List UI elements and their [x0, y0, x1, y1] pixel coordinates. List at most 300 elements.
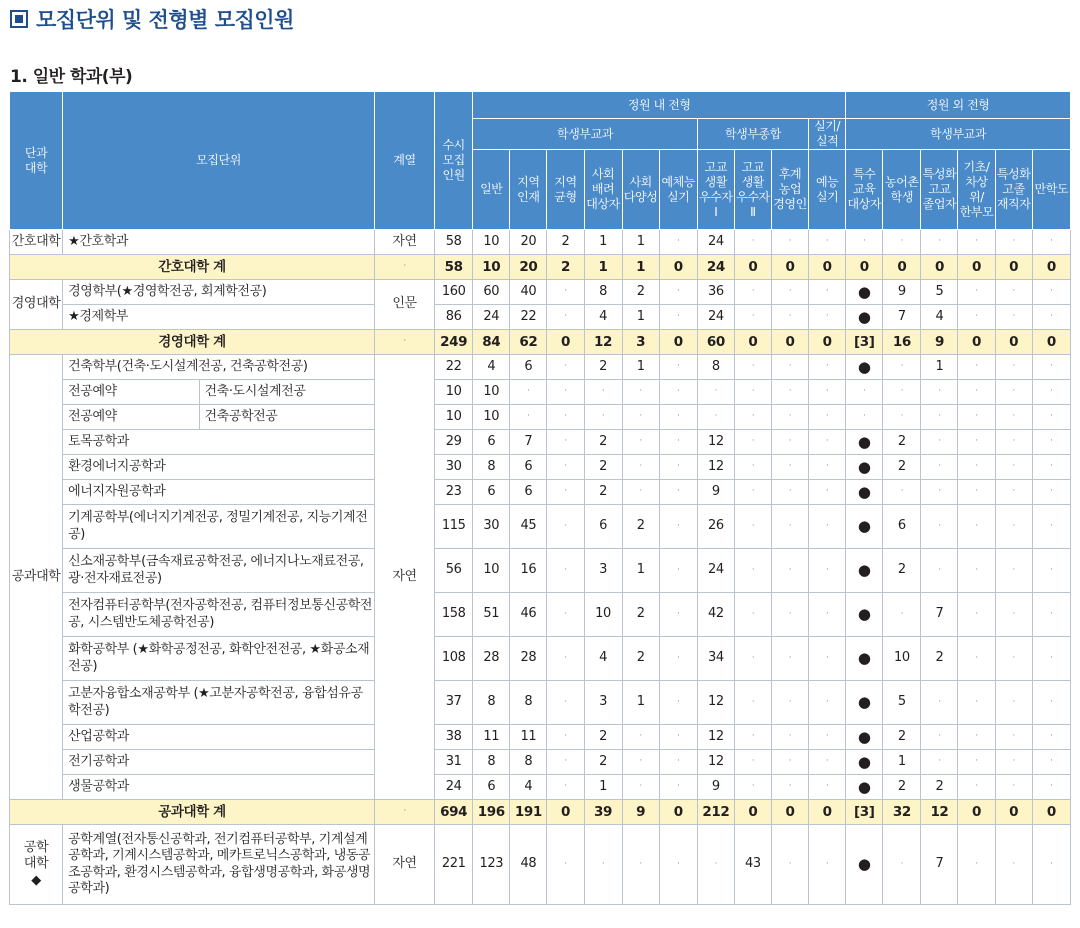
cell-value: · [771, 825, 808, 905]
cell-value: · [883, 825, 921, 905]
cell-value: 4 [921, 305, 958, 330]
cell-value: 6 [510, 355, 547, 380]
cell-value: · [809, 430, 846, 455]
cell-value: · [809, 775, 846, 800]
table-row [10, 280, 1071, 305]
cell-value: 1 [883, 750, 921, 775]
cell-value: · [771, 725, 808, 750]
subtotal-label: 공과대학 계 [10, 800, 375, 825]
cell-total: 221 [435, 825, 473, 905]
col-header-field: 계열 [374, 92, 434, 230]
cell-value: 9 [883, 280, 921, 305]
cell-value: 45 [510, 505, 547, 549]
col-header-total: 수시 모집 인원 [435, 92, 473, 230]
cell-value: · [995, 405, 1032, 430]
cell-value: · [734, 637, 771, 681]
cell-value: 84 [473, 330, 510, 355]
cell-value: · [734, 230, 771, 255]
subtotal-label: 간호대학 계 [10, 255, 375, 280]
cell-value: 6 [510, 455, 547, 480]
cell-value: 0 [809, 330, 846, 355]
cell-value: · [771, 230, 808, 255]
table-row [10, 593, 1071, 637]
cell-value: 9 [622, 800, 659, 825]
cell-total: 31 [435, 750, 473, 775]
col-header-track-4: 사회 배려 대상자 [584, 150, 622, 230]
cell-value: · [547, 681, 584, 725]
admission-quota-table [9, 91, 1071, 905]
cell-value: 4 [584, 637, 622, 681]
group-header-skill: 실기/ 실적 [809, 119, 846, 150]
cell-value: · [958, 725, 995, 750]
cell-value: · [809, 480, 846, 505]
cell-value: 5 [883, 681, 921, 725]
cell-value: 11 [473, 725, 510, 750]
cell-value: · [809, 280, 846, 305]
cell-value: · [547, 455, 584, 480]
cell-value: · [1032, 405, 1070, 430]
page-title: 모집단위 및 전형별 모집인원 [36, 8, 294, 32]
cell-value: 0 [734, 800, 771, 825]
col-header-track-16: 만학도 [1032, 150, 1070, 230]
cell-value: · [1032, 681, 1070, 725]
cell-value: 4 [510, 775, 547, 800]
cell-value: · [809, 681, 846, 725]
cell-value: · [846, 405, 883, 430]
cell-value: ● [846, 505, 883, 549]
cell-value: · [1032, 280, 1070, 305]
cell-value: · [547, 355, 584, 380]
cell-value: · [1032, 480, 1070, 505]
table-row [10, 230, 1071, 255]
cell-value: · [547, 305, 584, 330]
col-header-track-13: 특성화 고교 졸업자 [921, 150, 958, 230]
col-header-track-11: 특수 교육 대상자 [846, 150, 883, 230]
cell-value: · [547, 775, 584, 800]
cell-value: 2 [547, 255, 584, 280]
col-header-college: 단과 대학 [10, 92, 63, 230]
cell-value: · [547, 825, 584, 905]
subtotal-field: · [374, 255, 434, 280]
cell-value: · [659, 230, 697, 255]
cell-value: · [547, 430, 584, 455]
cell-value: 2 [622, 637, 659, 681]
unit-cell: ★간호학과 [63, 230, 375, 255]
cell-value: · [995, 430, 1032, 455]
cell-total: 23 [435, 480, 473, 505]
cell-value: ● [846, 775, 883, 800]
cell-value: 60 [697, 330, 734, 355]
cell-value: 6 [473, 430, 510, 455]
cell-total: 115 [435, 505, 473, 549]
cell-value: · [995, 775, 1032, 800]
cell-value: 0 [995, 800, 1032, 825]
unit-cell: 환경에너지공학과 [63, 455, 375, 480]
cell-value: ● [846, 681, 883, 725]
col-header-track-5: 사회 다양성 [622, 150, 659, 230]
table-row [10, 355, 1071, 380]
cell-value: · [547, 725, 584, 750]
table-row [10, 505, 1071, 549]
cell-value: 2 [622, 593, 659, 637]
cell-total: 58 [435, 230, 473, 255]
cell-value: · [921, 455, 958, 480]
cell-value: · [995, 593, 1032, 637]
cell-value: 8 [510, 681, 547, 725]
cell-value: · [883, 480, 921, 505]
cell-value: 8 [584, 280, 622, 305]
table-row [10, 637, 1071, 681]
unit-cell: 에너지자원공학과 [63, 480, 375, 505]
cell-value: ● [846, 549, 883, 593]
cell-value: 10 [473, 549, 510, 593]
cell-value: 0 [995, 330, 1032, 355]
cell-total: 694 [435, 800, 473, 825]
col-header-track-9: 후계 농업 경영인 [771, 150, 808, 230]
cell-value: · [846, 380, 883, 405]
cell-value: · [958, 549, 995, 593]
col-header-track-1: 일반 [473, 150, 510, 230]
cell-value: 8 [697, 355, 734, 380]
cell-value: 12 [584, 330, 622, 355]
unit-cell: 산업공학과 [63, 725, 375, 750]
cell-value: 1 [584, 775, 622, 800]
cell-value: · [622, 825, 659, 905]
cell-value: 2 [584, 750, 622, 775]
cell-value: · [995, 230, 1032, 255]
cell-value: · [659, 455, 697, 480]
cell-value: ● [846, 430, 883, 455]
cell-value: 12 [697, 430, 734, 455]
cell-value: ● [846, 280, 883, 305]
cell-value: · [995, 825, 1032, 905]
table-row [10, 480, 1071, 505]
cell-value: 24 [697, 549, 734, 593]
cell-total: 58 [435, 255, 473, 280]
cell-value: ● [846, 725, 883, 750]
cell-total: 24 [435, 775, 473, 800]
cell-value: ● [846, 637, 883, 681]
cell-value: · [1032, 505, 1070, 549]
cell-value: 6 [883, 505, 921, 549]
cell-value: · [1032, 775, 1070, 800]
table-row [10, 430, 1071, 455]
cell-value: 1 [622, 681, 659, 725]
cell-value: · [734, 480, 771, 505]
cell-value: · [809, 549, 846, 593]
cell-value: 7 [883, 305, 921, 330]
cell-value: 16 [883, 330, 921, 355]
cell-value: 0 [846, 255, 883, 280]
cell-value: · [659, 775, 697, 800]
cell-value: · [622, 405, 659, 430]
cell-value: 212 [697, 800, 734, 825]
cell-value: · [958, 305, 995, 330]
cell-value: · [659, 549, 697, 593]
cell-value: · [1032, 455, 1070, 480]
cell-value: 40 [510, 280, 547, 305]
unit-cell: 전자컴퓨터공학부(전자공학전공, 컴퓨터정보통신공학전공, 시스템반도체공학전공) [63, 593, 375, 637]
cell-value: · [771, 505, 808, 549]
cell-value: 1 [921, 355, 958, 380]
cell-total: 10 [435, 380, 473, 405]
unit-cell: 신소재공학부(금속재료공학전공, 에너지나노재료전공, 광·전자재료전공) [63, 549, 375, 593]
cell-value: 16 [510, 549, 547, 593]
cell-value: 10 [584, 593, 622, 637]
cell-value: · [883, 405, 921, 430]
cell-value: · [659, 593, 697, 637]
cell-value: · [958, 505, 995, 549]
cell-value: 28 [473, 637, 510, 681]
cell-value: · [659, 355, 697, 380]
cell-value: · [995, 725, 1032, 750]
cell-value: 11 [510, 725, 547, 750]
cell-value: 0 [771, 330, 808, 355]
cell-value: 20 [510, 230, 547, 255]
cell-value: · [734, 725, 771, 750]
subtotal-field: · [374, 330, 434, 355]
unit-cell: 화학공학부 (★화학공정전공, 화학안전전공, ★화공소재전공) [63, 637, 375, 681]
col-header-unit: 모집단위 [63, 92, 375, 230]
cell-value: 10 [473, 405, 510, 430]
cell-value: ● [846, 355, 883, 380]
college-cell: 공학 대학 ◆ [10, 825, 63, 905]
group-header-student-record: 학생부교과 [473, 119, 698, 150]
cell-value: ● [846, 825, 883, 905]
cell-value: · [771, 280, 808, 305]
cell-value: 0 [958, 255, 995, 280]
cell-value: 28 [510, 637, 547, 681]
cell-value: 2 [883, 455, 921, 480]
cell-value: · [809, 380, 846, 405]
col-header-track-2: 지역 인재 [510, 150, 547, 230]
cell-value: · [883, 355, 921, 380]
cell-value: · [958, 430, 995, 455]
section-heading [10, 2, 294, 36]
cell-value: · [622, 480, 659, 505]
cell-value: 3 [622, 330, 659, 355]
cell-value: · [622, 430, 659, 455]
cell-value: · [510, 405, 547, 430]
cell-value: · [958, 380, 995, 405]
cell-value: · [734, 305, 771, 330]
cell-total: 249 [435, 330, 473, 355]
table-subtitle: 1. 일반 학과(부) [10, 67, 133, 87]
cell-value: · [771, 430, 808, 455]
cell-value: [3] [846, 330, 883, 355]
unit-cell: 전공예약 [63, 380, 199, 405]
cell-value: · [809, 305, 846, 330]
cell-value: 0 [659, 330, 697, 355]
unit-cell: ★경제학부 [63, 305, 375, 330]
cell-total: 30 [435, 455, 473, 480]
table-row [10, 681, 1071, 725]
cell-value: · [809, 637, 846, 681]
table-row [10, 305, 1071, 330]
cell-value: 10 [883, 637, 921, 681]
cell-value: · [771, 549, 808, 593]
cell-value: 0 [1032, 800, 1070, 825]
cell-value: ● [846, 750, 883, 775]
cell-total: 56 [435, 549, 473, 593]
cell-value: 196 [473, 800, 510, 825]
sub-unit-cell: 건축공학전공 [199, 405, 374, 430]
cell-value: · [921, 480, 958, 505]
unit-cell: 전공예약 [63, 405, 199, 430]
cell-value: 4 [584, 305, 622, 330]
cell-value: · [1032, 305, 1070, 330]
cell-value: · [547, 593, 584, 637]
cell-value: · [659, 750, 697, 775]
cell-value: · [547, 480, 584, 505]
cell-value: 2 [584, 725, 622, 750]
cell-value: 36 [697, 280, 734, 305]
cell-value: · [697, 405, 734, 430]
subtotal-row [10, 255, 1071, 280]
col-header-track-10: 예능 실기 [809, 150, 846, 230]
cell-value: · [958, 455, 995, 480]
cell-value: 1 [622, 549, 659, 593]
col-header-track-14: 기초/ 차상 위/ 한부모 [958, 150, 995, 230]
subtotal-label: 경영대학 계 [10, 330, 375, 355]
cell-value: · [734, 681, 771, 725]
cell-value: 0 [995, 255, 1032, 280]
cell-value: 6 [473, 775, 510, 800]
cell-value: 10 [473, 230, 510, 255]
cell-value: 12 [697, 681, 734, 725]
field-cell: 자연 [374, 355, 434, 800]
cell-total: 160 [435, 280, 473, 305]
cell-value: · [659, 480, 697, 505]
cell-value: · [622, 775, 659, 800]
cell-value: 5 [921, 280, 958, 305]
cell-value: 3 [584, 549, 622, 593]
cell-value: 2 [584, 355, 622, 380]
cell-value: · [547, 405, 584, 430]
cell-value: 0 [547, 800, 584, 825]
table-row [10, 455, 1071, 480]
cell-value: 0 [809, 800, 846, 825]
cell-value: · [1032, 750, 1070, 775]
cell-value: · [995, 750, 1032, 775]
cell-value: · [1032, 380, 1070, 405]
field-cell: 자연 [374, 230, 434, 255]
cell-value: · [659, 280, 697, 305]
cell-value: ● [846, 480, 883, 505]
cell-value: · [1032, 430, 1070, 455]
cell-value: · [771, 480, 808, 505]
cell-value: · [734, 405, 771, 430]
cell-value: 60 [473, 280, 510, 305]
cell-total: 38 [435, 725, 473, 750]
college-cell: 공과대학 [10, 355, 63, 800]
cell-value: 2 [883, 430, 921, 455]
cell-value: · [622, 380, 659, 405]
college-cell: 경영대학 [10, 280, 63, 330]
cell-value: · [659, 505, 697, 549]
cell-total: 86 [435, 305, 473, 330]
cell-value: 2 [584, 455, 622, 480]
cell-value: 2 [883, 725, 921, 750]
subtotal-field: · [374, 800, 434, 825]
cell-value: 43 [734, 825, 771, 905]
cell-value: 0 [734, 330, 771, 355]
cell-value: 0 [921, 255, 958, 280]
cell-value: · [734, 430, 771, 455]
cell-value: · [1032, 825, 1070, 905]
cell-value: 2 [584, 480, 622, 505]
cell-value: · [771, 775, 808, 800]
cell-value: · [809, 455, 846, 480]
group-header-comprehensive: 학생부종합 [697, 119, 808, 150]
cell-value: 8 [473, 455, 510, 480]
cell-value: · [958, 750, 995, 775]
cell-value: · [809, 355, 846, 380]
cell-value: · [809, 593, 846, 637]
cell-value: · [995, 505, 1032, 549]
cell-total: 10 [435, 405, 473, 430]
field-cell: 자연 [374, 825, 434, 905]
cell-value: 20 [510, 255, 547, 280]
cell-value: · [883, 380, 921, 405]
cell-value: · [958, 405, 995, 430]
cell-value: · [584, 405, 622, 430]
cell-value: · [771, 593, 808, 637]
cell-value: · [697, 825, 734, 905]
cell-value: · [921, 505, 958, 549]
cell-value: · [584, 380, 622, 405]
cell-value: · [958, 825, 995, 905]
cell-value: · [734, 455, 771, 480]
cell-value: · [584, 825, 622, 905]
col-header-track-12: 농어촌 학생 [883, 150, 921, 230]
cell-value: · [809, 405, 846, 430]
cell-value: 1 [584, 255, 622, 280]
cell-value: 42 [697, 593, 734, 637]
square-bullet-icon [10, 10, 28, 28]
cell-value: · [622, 725, 659, 750]
cell-value: 1 [622, 230, 659, 255]
cell-value: 51 [473, 593, 510, 637]
cell-value: 0 [547, 330, 584, 355]
cell-value: · [809, 750, 846, 775]
cell-value: 24 [697, 255, 734, 280]
cell-value: · [809, 725, 846, 750]
cell-value: 1 [622, 305, 659, 330]
cell-value: · [1032, 355, 1070, 380]
cell-value: 2 [921, 775, 958, 800]
cell-value: · [659, 430, 697, 455]
cell-value: · [995, 637, 1032, 681]
cell-value: 1 [584, 230, 622, 255]
cell-value: 30 [473, 505, 510, 549]
cell-value: 7 [921, 593, 958, 637]
cell-value: 0 [958, 800, 995, 825]
cell-value: 2 [883, 549, 921, 593]
cell-value: · [734, 505, 771, 549]
cell-value: · [995, 681, 1032, 725]
unit-cell: 건축학부(건축·도시설계전공, 건축공학전공) [63, 355, 375, 380]
cell-value: · [622, 455, 659, 480]
cell-value: 6 [584, 505, 622, 549]
cell-value: 1 [622, 255, 659, 280]
cell-total: 29 [435, 430, 473, 455]
cell-value: · [958, 637, 995, 681]
cell-value: 0 [734, 255, 771, 280]
col-header-track-8: 고교 생활 우수자 Ⅱ [734, 150, 771, 230]
cell-value: · [921, 405, 958, 430]
cell-value: 0 [771, 255, 808, 280]
